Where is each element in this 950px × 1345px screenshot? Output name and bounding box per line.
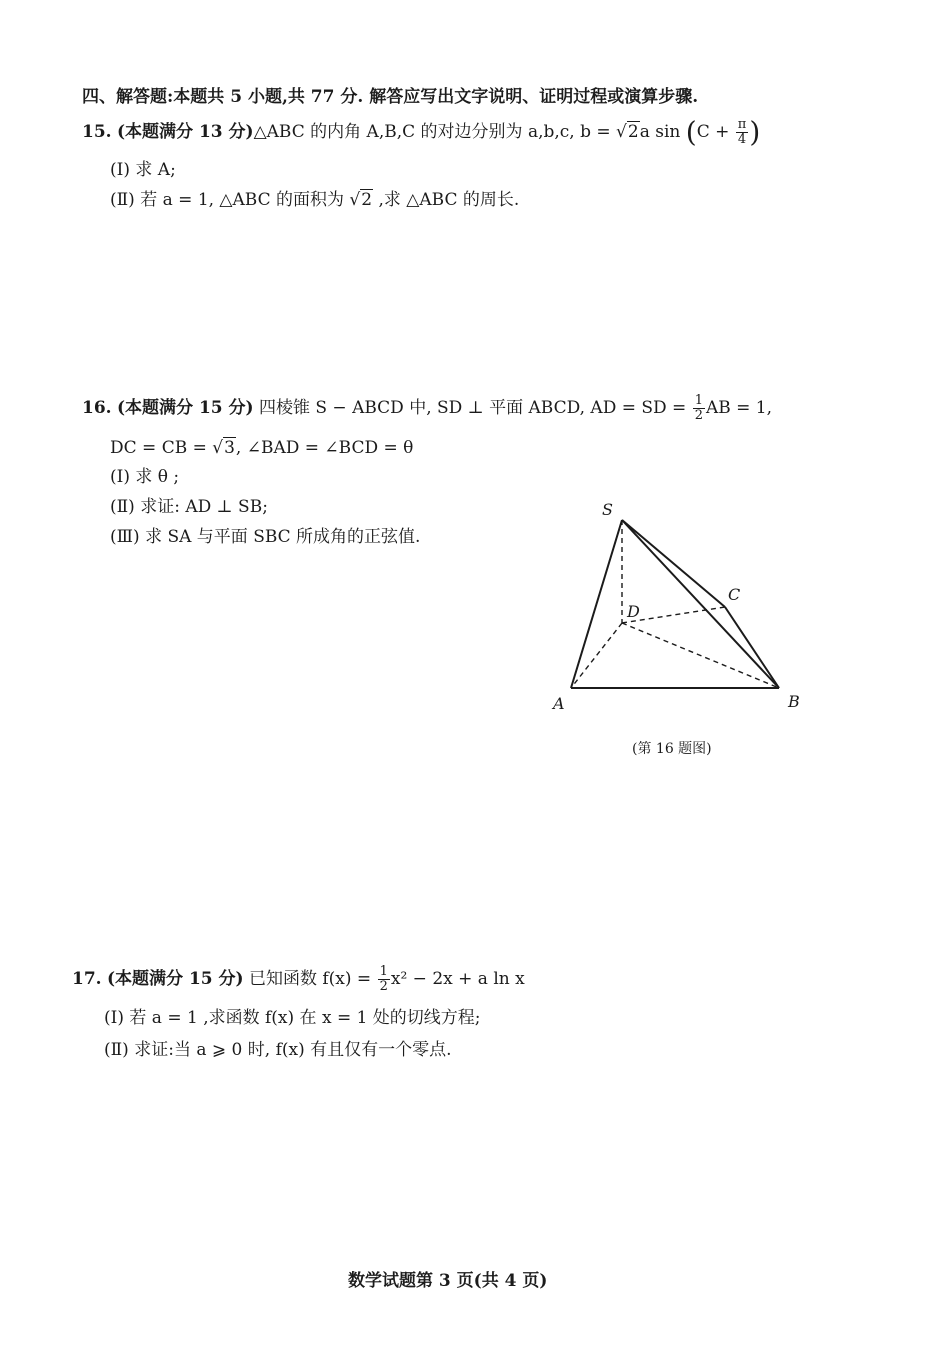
question-17-stem bbox=[72, 965, 525, 994]
vertex-label-B: B bbox=[788, 692, 800, 711]
fraction: $\frac{1}{2}$ bbox=[379, 964, 388, 994]
sqrt-expression: √2 bbox=[349, 190, 373, 210]
question-17-part-2: (Ⅱ) 求证:当 a ⩾ 0 时, f(x) 有且仅有一个零点. bbox=[104, 1040, 452, 1060]
vertex-label-C: C bbox=[728, 585, 741, 604]
question-15-part-2: (Ⅱ) 若 a = 1, △ABC 的面积为 √2 ,求 △ABC 的周长. bbox=[110, 190, 520, 210]
stem-text: a sin bbox=[639, 122, 681, 142]
vertex-label-A: A bbox=[553, 694, 565, 713]
question-score: (本题满分 13 分) bbox=[116, 122, 254, 142]
stem-text: 四棱锥 S − ABCD 中, SD ⊥ 平面 ABCD, AD = SD = bbox=[253, 398, 692, 418]
page-footer: 数学试题第 3 页(共 4 页) bbox=[348, 1271, 548, 1291]
stem-text: C + bbox=[696, 122, 735, 142]
sqrt-expression: √3 bbox=[212, 438, 235, 458]
question-16-conditions: DC = CB = √3, ∠BAD = ∠BCD = θ bbox=[110, 438, 414, 458]
section-header: 四、解答题:本题共 5 小题,共 77 分. 解答应写出文字说明、证明过程或演算步骤. bbox=[82, 87, 699, 107]
sqrt-expression: √2 bbox=[616, 122, 639, 142]
stem-text: △ABC 的内角 A,B,C 的对边分别为 a,b,c, b = bbox=[253, 122, 617, 142]
edge-DA bbox=[571, 623, 622, 688]
fraction: $\frac{1}{2}$ bbox=[694, 393, 703, 423]
question-number: 16. bbox=[82, 398, 112, 418]
question-number: 17. bbox=[72, 969, 102, 989]
question-16-part-2: (Ⅱ) 求证: AD ⊥ SB; bbox=[110, 497, 268, 517]
vertex-label-D: D bbox=[627, 602, 640, 621]
stem-text: x² − 2x + a ln x bbox=[390, 969, 525, 989]
question-score: (本题满分 15 分) bbox=[116, 398, 254, 418]
edge-SC bbox=[622, 520, 725, 607]
question-16-part-3: (Ⅲ) 求 SA 与平面 SBC 所成角的正弦值. bbox=[110, 527, 421, 547]
edge-DB bbox=[622, 623, 779, 688]
question-16-part-1: (Ⅰ) 求 θ ; bbox=[110, 467, 180, 487]
pyramid-figure bbox=[540, 490, 830, 730]
question-number: 15. bbox=[82, 122, 112, 142]
fraction: $\frac{\pi}{4}$ bbox=[737, 117, 747, 147]
question-15-part-1: (Ⅰ) 求 A; bbox=[110, 160, 176, 180]
question-score: (本题满分 15 分) bbox=[106, 969, 244, 989]
question-16-stem bbox=[82, 394, 772, 423]
question-15-stem: 15. (本题满分 13 分)△ABC 的内角 A,B,C 的对边分别为 a,b,c, b = √2a sin (C + $\frac{\pi}{4}$ ) bbox=[82, 115, 761, 149]
stem-text: 已知函数 f(x) = bbox=[243, 969, 377, 989]
edge-SB bbox=[622, 520, 779, 688]
question-17-part-1: (Ⅰ) 若 a = 1 ,求函数 f(x) 在 x = 1 处的切线方程; bbox=[104, 1008, 481, 1028]
vertex-label-S: S bbox=[602, 500, 613, 519]
edge-SA bbox=[571, 520, 622, 688]
stem-text: AB = 1, bbox=[705, 398, 773, 418]
edge-CB bbox=[725, 607, 779, 688]
figure-caption: (第 16 题图) bbox=[632, 741, 712, 757]
